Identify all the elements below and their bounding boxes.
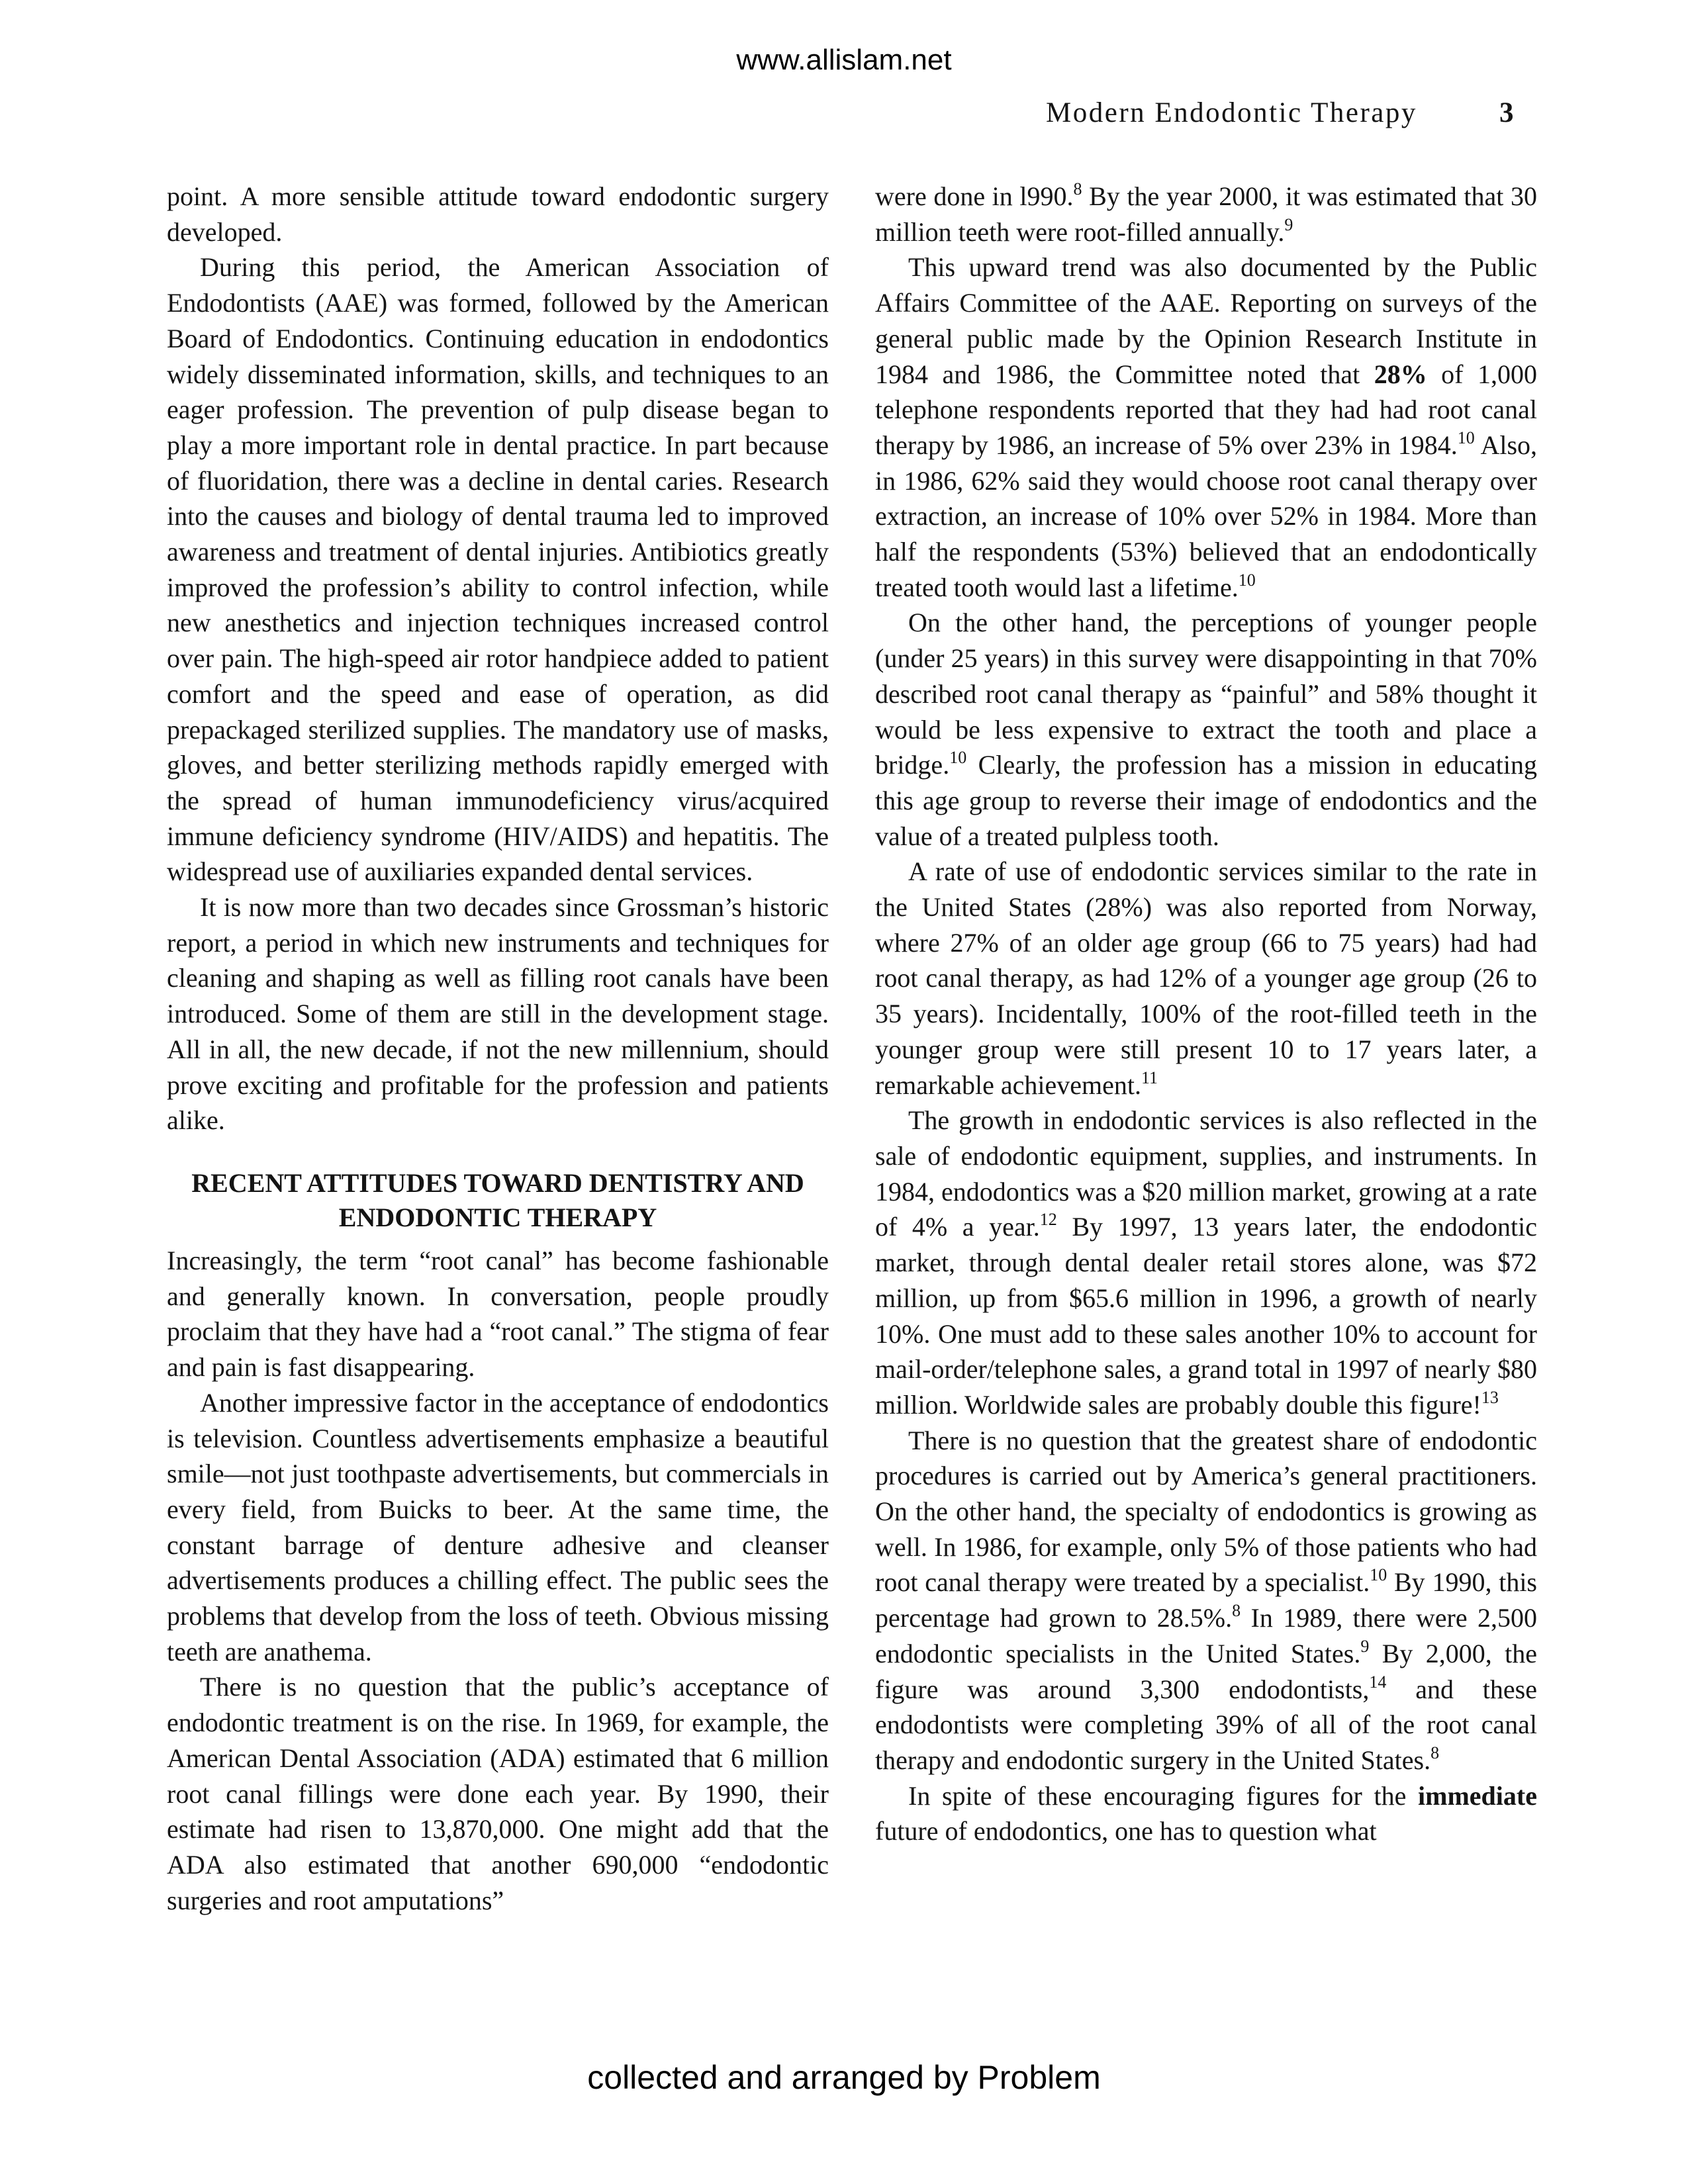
site-url: www.allislam.net bbox=[736, 44, 952, 76]
citation-ref: 13 bbox=[1481, 1387, 1499, 1407]
left-column bbox=[167, 179, 829, 1918]
footer-credit: collected and arranged by Problem bbox=[587, 2059, 1101, 2096]
citation-ref: 8 bbox=[1430, 1743, 1440, 1762]
citation-ref: 8 bbox=[1232, 1601, 1241, 1621]
paragraph: Increasingly, the term “root canal” has become fashionable and generally known. In conversation, people proudly proclaim that they have had a “root canal.” The stigma of fear and pain is fast disappearing. bbox=[167, 1245, 829, 1383]
citation-ref: 9 bbox=[1360, 1636, 1370, 1656]
citation-ref: 14 bbox=[1369, 1672, 1387, 1692]
paragraph: were done in l990.$^8$ By the year 2000, it was estimated that 30 million teeth were root-filled annually.$^9$ bbox=[875, 179, 1537, 247]
citation-ref: 8 bbox=[1073, 179, 1082, 199]
bold-text: immediate bbox=[1418, 1780, 1537, 1811]
paragraph: There is no question that the public’s acceptance of endodontic treatment is on the rise. In 1969, for example, the American Dental Association (ADA) estimated that 6 million root canal fillings were done each year. By 1990, their estimate had risen to 13,870,000. One might add that the ADA also estimated that another 690,000 “endodontic surgeries and root amputations” bbox=[167, 1672, 829, 1915]
citation-ref: 10 bbox=[1238, 570, 1256, 590]
paragraph: Another impressive factor in the acceptance of endodontics is television. Countless advertisements emphasize a beautiful smile—not just toothpaste advertisements, but commercials in every field, from Buicks to beer. At the same time, the constant barrage of denture adhesive and cleanser advertisements produces a chilling effect. The public sees the problems that develop from the loss of teeth. Obvious missing teeth are anathema. bbox=[167, 1387, 829, 1666]
right-column bbox=[875, 179, 1537, 1849]
paragraph: On the other hand, the perceptions of younger people (under 25 years) in this survey were disappointing in that 70% described root canal therapy as “painful” and 58% thought it would be less expensive to extract the tooth and place a bridge.$^{10}$ Clearly, the profession has a mission in educating this age group to reverse their image of endodontics and the value of a treated pulpless tooth. bbox=[875, 608, 1537, 851]
paragraph: The growth in endodontic services is also reflected in the sale of endodontic equipment, supplies, and instruments. In 1984, endodontics was a $20 million market, growing at a rate of 4% a year.$^{12}$ By 1997, 13 years later, the endodontic market, through dental dealer retail stores alone, was $72 million, up from $65.6 million in 1996, a growth of nearly 10%. One must add to these sales another 10% to account for mail-order/telephone sales, a grand total in 1997 of nearly $80 million. Worldwide sales are probably double this figure!$^{13}$ bbox=[875, 1105, 1538, 1420]
citation-ref: 12 bbox=[1039, 1210, 1057, 1230]
citation-ref: 11 bbox=[1141, 1068, 1158, 1087]
citation-ref: 10 bbox=[1370, 1565, 1387, 1585]
paragraph: During this period, the American Association of Endodontists (AAE) was formed, followed by the American Board of Endodontics. Continuing education in endodontics widely disseminated information, skills, and techniques to an eager profession. The prevention of pulp disease began to play a more important role in dental practice. In part because of fluoridation, there was a decline in dental caries. Research into the causes and biology of dental trauma led to improved awareness and treatment of dental injuries. Antibiotics greatly improved the profession’s ability to control infection, while new anesthetics and injection techniques increased control over pain. The high-speed air rotor handpiece added to patient comfort and the speed and ease of operation, as did prepackaged sterilized supplies. The mandatory use of masks, gloves, and better sterilizing methods rapidly emerged with the spread of human immunodeficiency virus/acquired immune deficiency syndrome (HIV/AIDS) and hepatitis. The widespread use of auxiliaries expanded dental services. bbox=[167, 252, 829, 887]
paragraph: It is now more than two decades since Grossman’s historic report, a period in which new instruments and techniques for cleaning and shaping as well as filling root canals have been introduced. Some of them are still in the development stage. All in all, the new decade, if not the new millennium, should prove exciting and profitable for the profession and patients alike. bbox=[167, 892, 829, 1136]
paragraph: This upward trend was also documented by the Public Affairs Committee of the AAE. Reporting on surveys of the general public made by the Opinion Research Institute in 1984 and 1986, the Committee noted that 28% of 1,000 telephone respondents reported that they had had root canal therapy by 1986, an increase of 5% over 23% in 1984.10 Also, in 1986, 62% said they would choose root canal therapy over extraction, an increase of 10% over 52% in 1984. More than half the respondents (53%) believed that an endodontically treated tooth would last a lifetime.$^{10}$ bbox=[875, 252, 1538, 602]
paragraph: In spite of these encouraging figures for the immediate future of endodontics, one has to question what bbox=[875, 1780, 1537, 1846]
page-number: 3 bbox=[1499, 97, 1514, 128]
running-head: Modern Endodontic Therapy bbox=[1046, 97, 1417, 128]
section-heading: RECENT ATTITUDES TOWARD DENTISTRY AND ENDODONTIC THERAPY bbox=[191, 1167, 804, 1232]
bold-text: 28% bbox=[1374, 359, 1427, 389]
citation-ref: 9 bbox=[1284, 214, 1293, 234]
paragraph: A rate of use of endodontic services similar to the rate in the United States (28%) was also reported from Norway, where 27% of an older age group (66 to 75 years) had had root canal therapy, as had 12% of a younger age group (26 to 35 years). Incidentally, 100% of the root-filled teeth in the younger group were still present 10 to 17 years later, a remarkable achievement.$^{11}$ bbox=[875, 856, 1537, 1100]
paragraph: There is no question that the greatest share of endodontic procedures is carried out by America’s general practitioners. On the other hand, the specialty of endodontics is growing as well. In 1986, for example, only 5% of those patients who had root canal therapy were treated by a specialist.$^{10}$ By 1990, this percentage had grown to 28.5%.$^8$ In 1989, there were 2,500 endodontic specialists in the United States.$^9$ By 2,000, the figure was around 3,300 endodontists,$^{14}$ and these endodontists were completing 39% of all of the root canal therapy and endodontic surgery in the United States.$^8$ bbox=[875, 1425, 1537, 1775]
citation-ref: 10 bbox=[1457, 428, 1475, 447]
citation-ref: 10 bbox=[949, 748, 967, 768]
paragraph: point. A more sensible attitude toward endodontic surgery developed. bbox=[167, 181, 829, 247]
